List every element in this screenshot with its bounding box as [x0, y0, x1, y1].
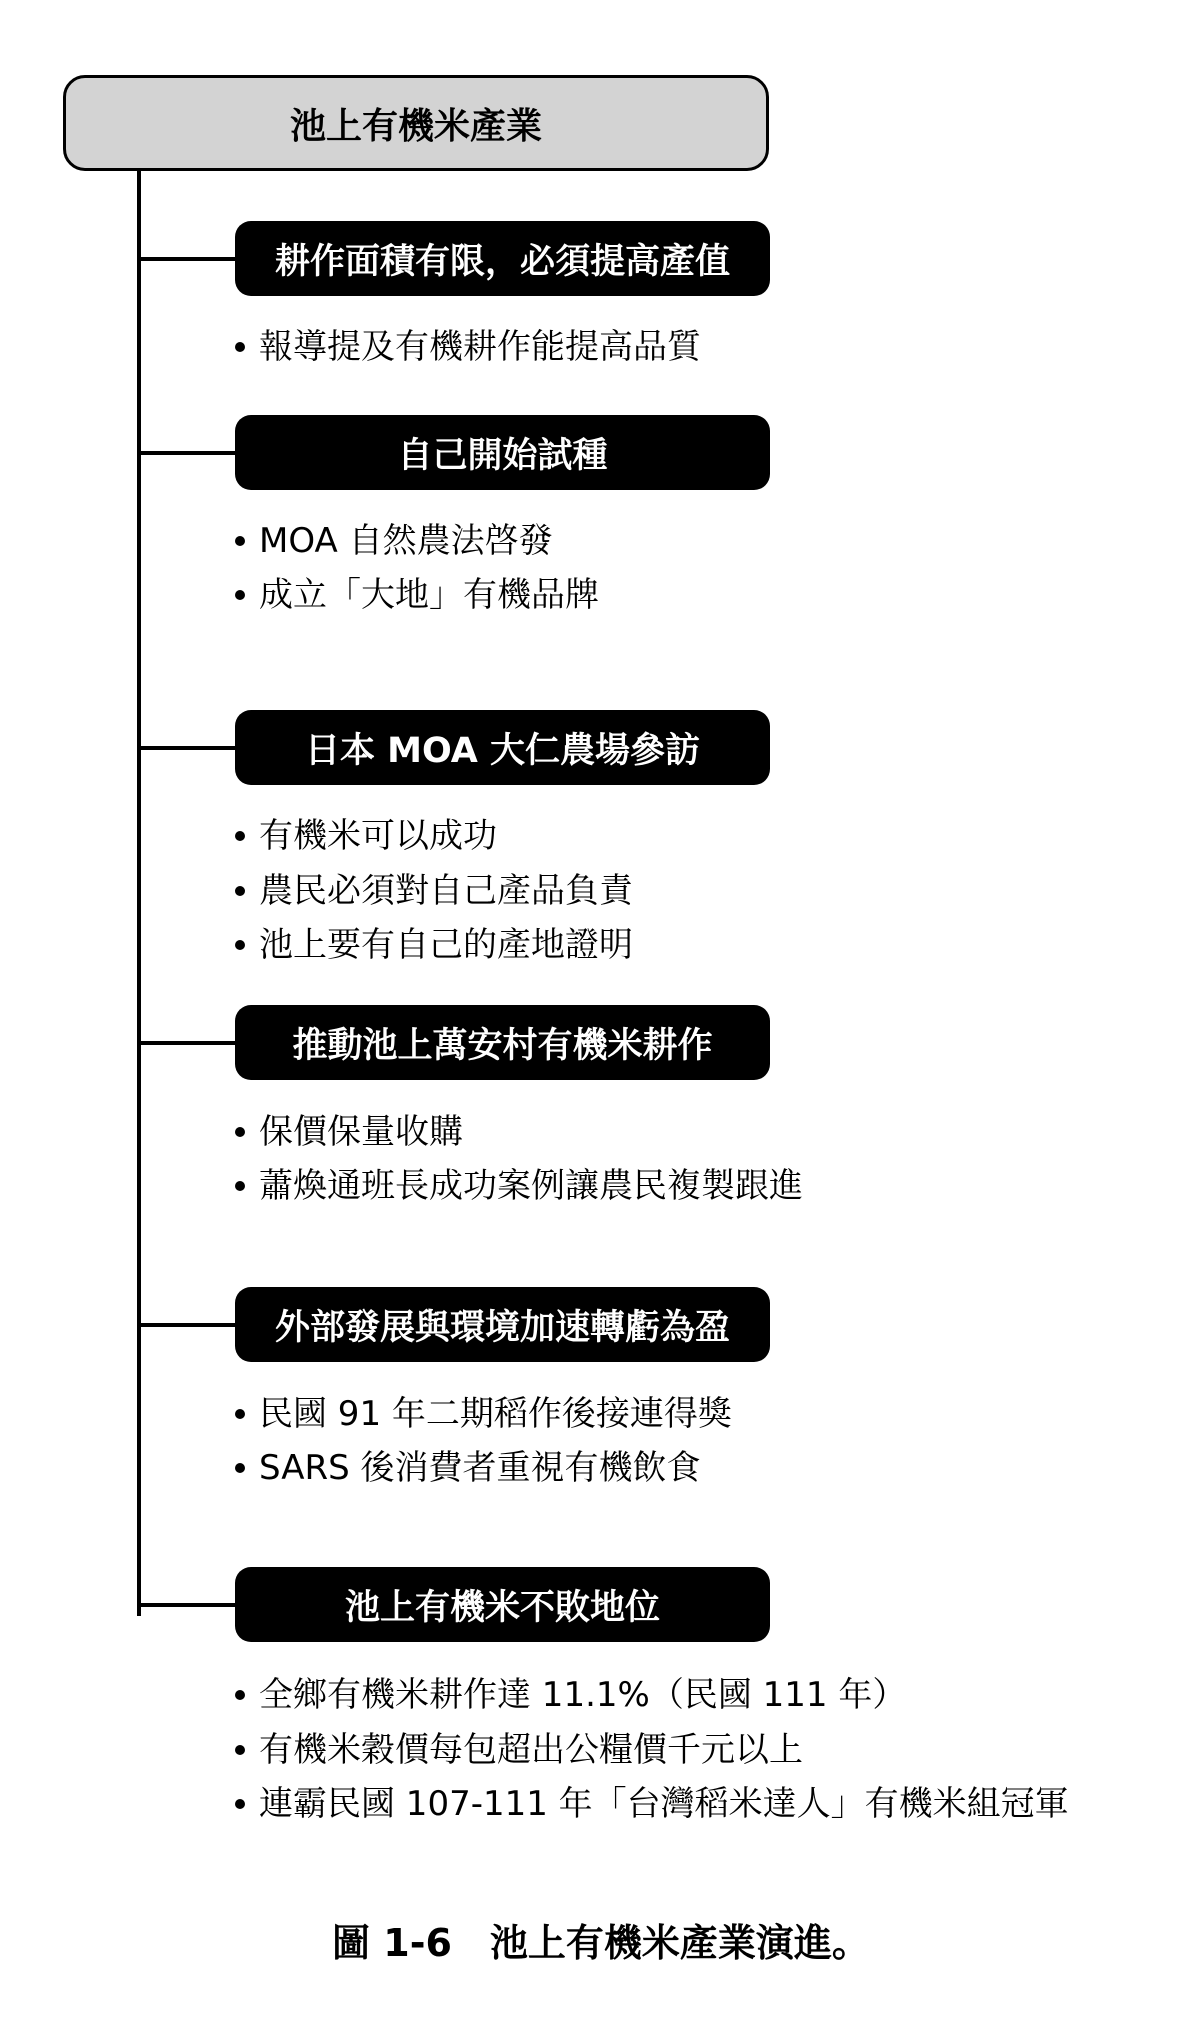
branch-connector — [137, 1041, 237, 1045]
stage-1-box — [235, 221, 770, 296]
stage-4-point — [235, 1112, 463, 1152]
stage-5-point — [235, 1448, 701, 1488]
bullet-dot — [235, 1799, 245, 1809]
stage-1-label: 耕作面積有限，必須提高產值 — [274, 241, 730, 282]
bullet-dot — [235, 1127, 245, 1137]
timeline-trunk — [137, 171, 141, 1616]
branch-connector — [137, 1323, 237, 1327]
stage-3-point — [235, 925, 633, 965]
point-text: 民國 91 年二期稻作後接連得獎 — [259, 1394, 732, 1434]
bullet-dot — [235, 536, 245, 546]
stage-2-point — [235, 521, 553, 561]
point-text: 報導提及有機耕作能提高品質 — [259, 327, 701, 367]
bullet-dot — [235, 886, 245, 896]
figure-caption: 圖 1-6 池上有機米產業演進。 — [332, 1921, 870, 1965]
root-node — [63, 75, 769, 171]
point-text: 保價保量收購 — [259, 1112, 463, 1152]
point-text: 農民必須對自己產品負責 — [259, 871, 633, 911]
point-text: 全鄉有機米耕作達 11.1%（民國 111 年） — [259, 1675, 907, 1715]
stage-2-point — [235, 575, 599, 615]
bullet-dot — [235, 1181, 245, 1191]
stage-2-label: 自己開始試種 — [397, 435, 608, 476]
stage-3-point — [235, 871, 633, 911]
stage-5-box — [235, 1287, 770, 1362]
branch-connector — [137, 257, 237, 261]
branch-connector — [137, 746, 237, 750]
stage-5-point — [235, 1394, 732, 1434]
point-text: 有機米穀價每包超出公糧價千元以上 — [259, 1730, 803, 1770]
point-text: 連霸民國 107-111 年「台灣稻米達人」有機米組冠軍 — [259, 1784, 1069, 1824]
branch-connector — [137, 1603, 237, 1607]
stage-5-label: 外部發展與環境加速轉虧為盈 — [274, 1307, 730, 1348]
point-text: SARS 後消費者重視有機飲食 — [259, 1448, 701, 1488]
stage-2-box — [235, 415, 770, 490]
bullet-dot — [235, 831, 245, 841]
stage-3-label: 日本 MOA 大仁農場參訪 — [304, 730, 701, 771]
point-text: MOA 自然農法啓發 — [259, 521, 553, 561]
stage-6-label: 池上有機米不敗地位 — [344, 1587, 660, 1628]
point-text: 有機米可以成功 — [259, 816, 497, 856]
stage-6-box — [235, 1567, 770, 1642]
bullet-dot — [235, 1463, 245, 1473]
bullet-dot — [235, 1690, 245, 1700]
bullet-dot — [235, 1745, 245, 1755]
point-text: 池上要有自己的產地證明 — [259, 925, 633, 965]
stage-4-label: 推動池上萬安村有機米耕作 — [292, 1025, 713, 1066]
point-text: 成立「大地」有機品牌 — [259, 575, 599, 615]
stage-4-point — [235, 1166, 803, 1206]
bullet-dot — [235, 940, 245, 950]
stage-3-point — [235, 816, 497, 856]
stage-3-box — [235, 710, 770, 785]
bullet-dot — [235, 1409, 245, 1419]
stage-1-point — [235, 327, 701, 367]
point-text: 蕭煥通班長成功案例讓農民複製跟進 — [259, 1166, 803, 1206]
stage-6-point — [235, 1784, 1069, 1824]
bullet-dot — [235, 342, 245, 352]
bullet-dot — [235, 590, 245, 600]
stage-4-box — [235, 1005, 770, 1080]
stage-6-point — [235, 1675, 906, 1715]
stage-6-point — [235, 1730, 803, 1770]
root-title: 池上有機米產業 — [289, 105, 542, 147]
branch-connector — [137, 451, 237, 455]
